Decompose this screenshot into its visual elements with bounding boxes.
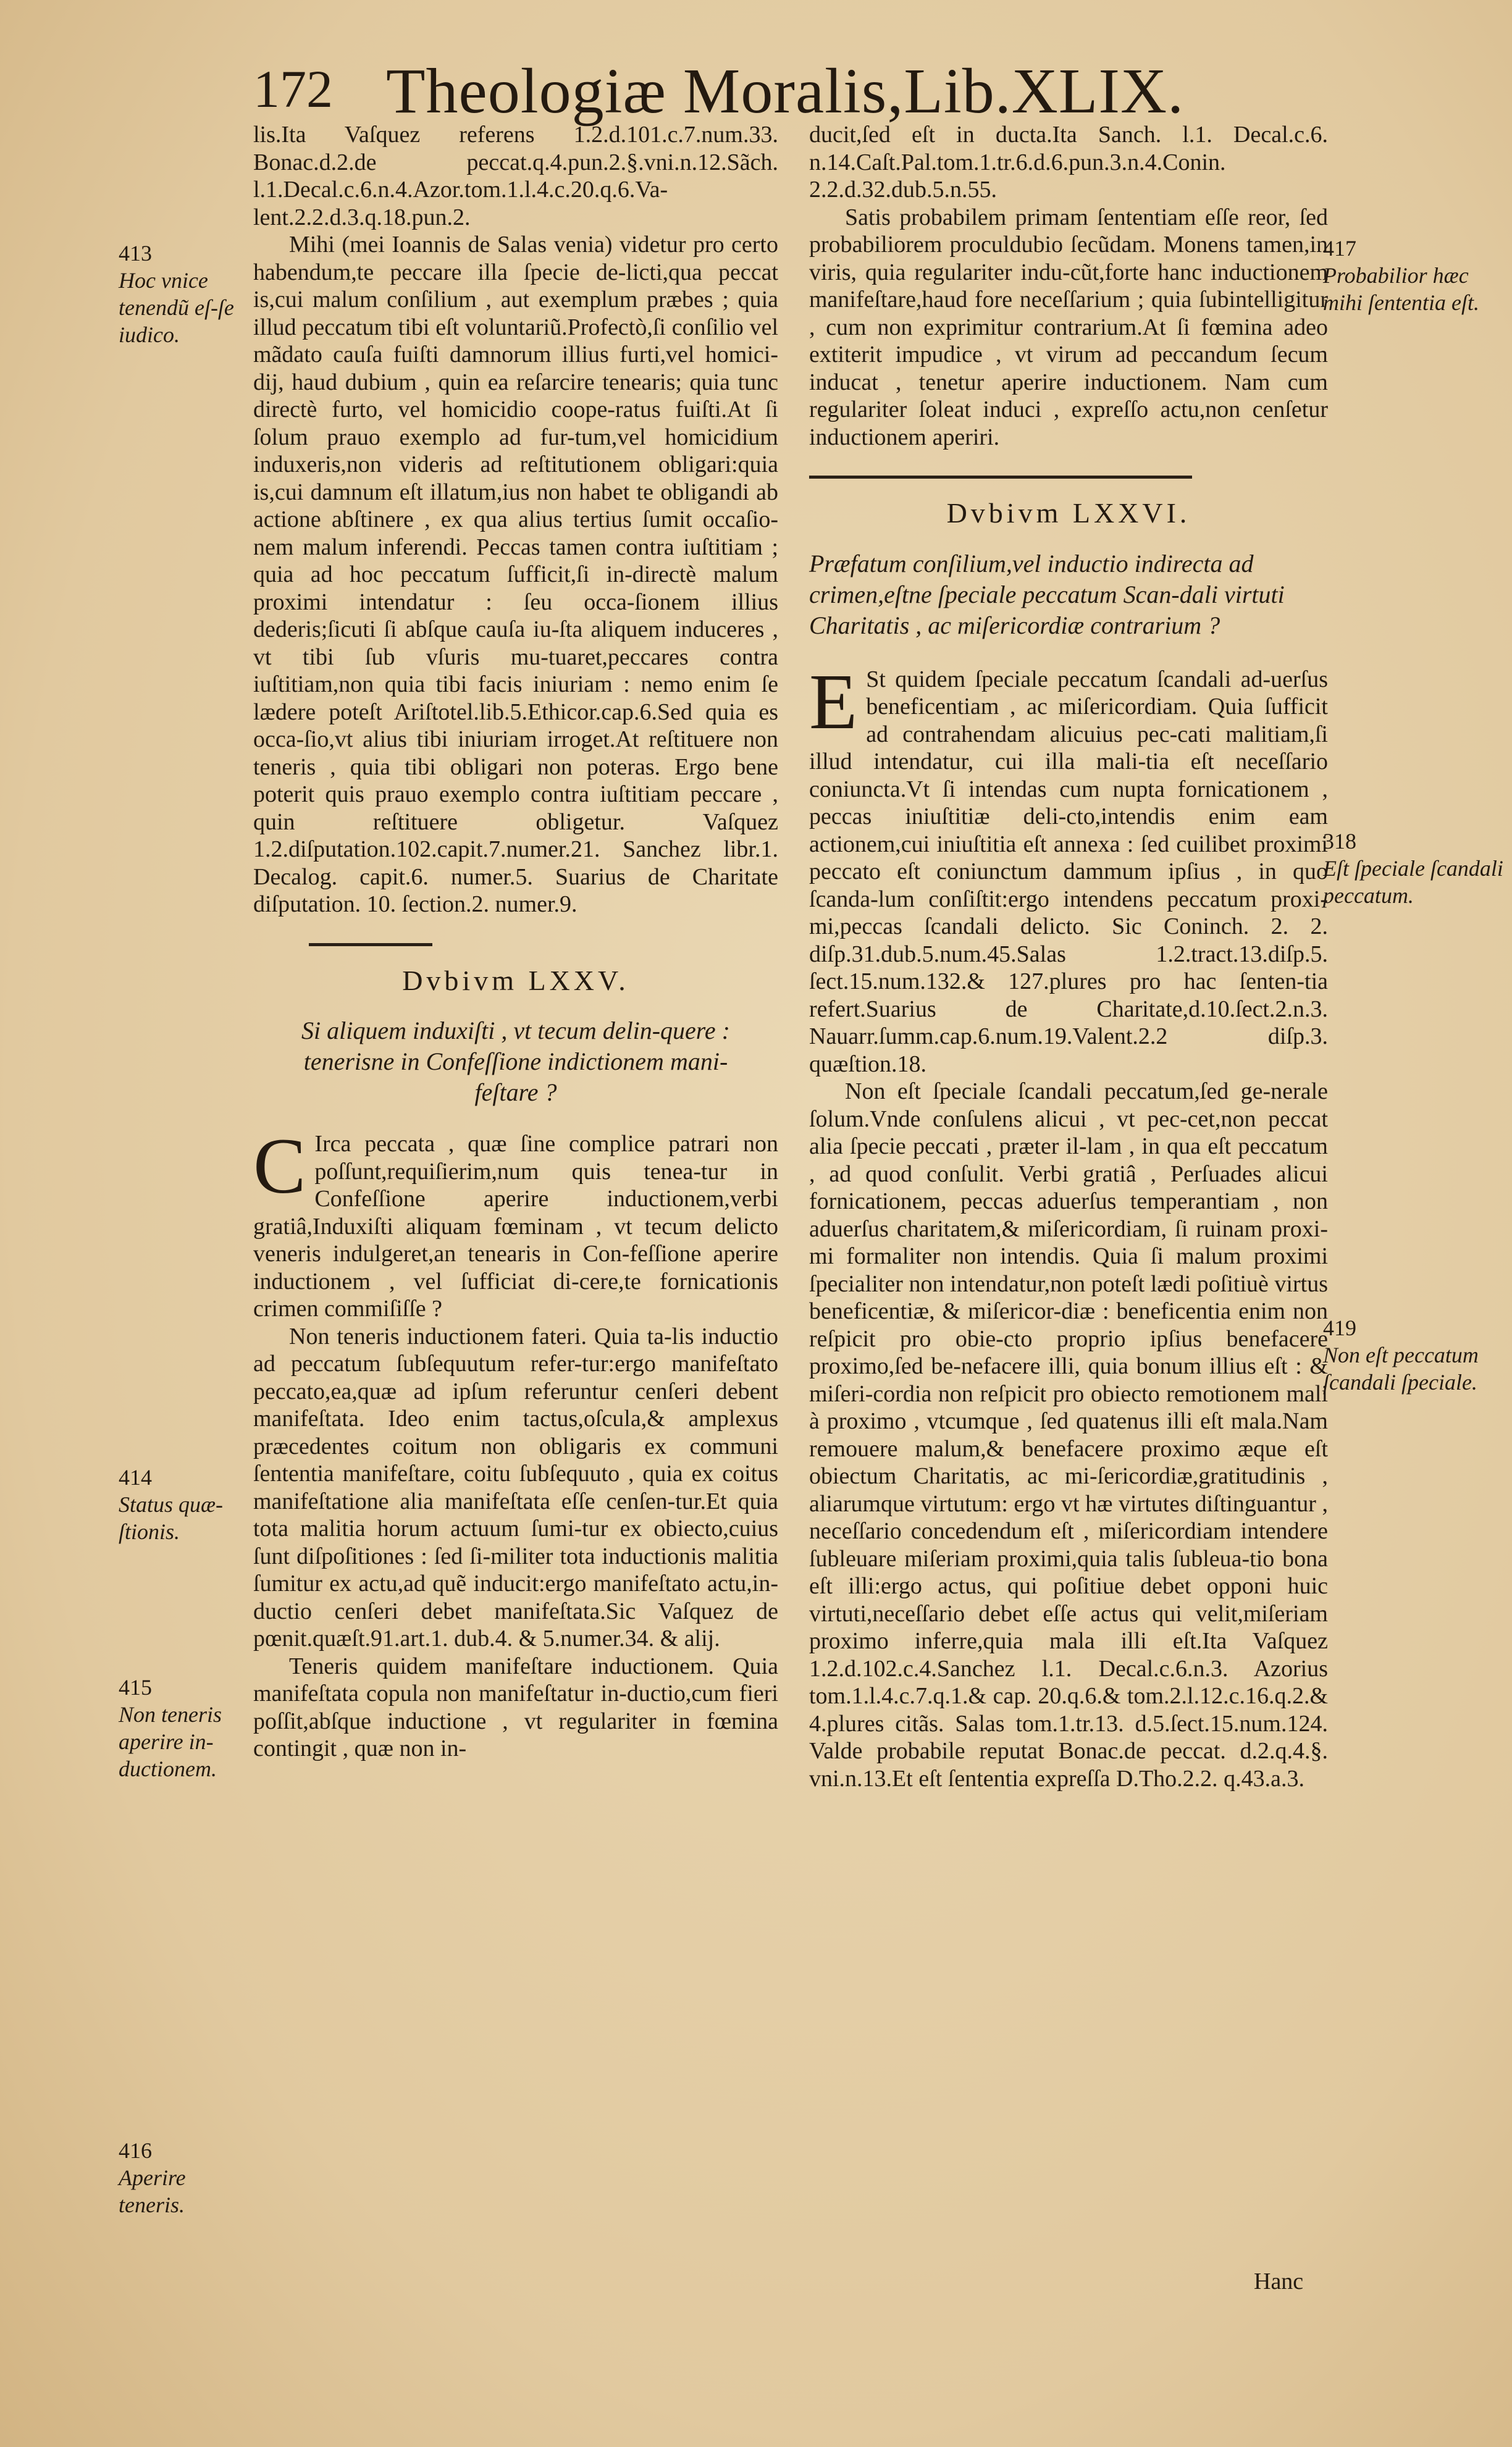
margin-note-414 <box>119 1464 248 1545</box>
margin-note-416 <box>119 2137 248 2218</box>
section-heading: Dvbivm LXXVI. <box>946 497 1191 529</box>
margin-text: Eſt ſpeciale ſcandali peccatum. <box>1323 856 1503 908</box>
question-text: Si aliquem induxiſti , vt tecum delin-quere : tenerisne in Confeſſione indictionem mani-feſtare ? <box>301 1017 730 1106</box>
paragraph: lis.Ita Vaſquez referens 1.2.d.101.c.7.num.33. Bonac.d.2.de peccat.q.4.pun.2.§.vni.n.12.Sãch. l.1.Decal.c.6.n.4.Azor.tom.1.l.4.c.20.q.6.Va-lent.2.2.d.3.q.18.pun.2. <box>253 122 778 230</box>
page-number: 172 <box>253 59 333 119</box>
left-column <box>253 121 778 1763</box>
page-header <box>253 54 1217 127</box>
paragraph <box>809 657 1328 1078</box>
margin-text: Probabilior hæc mihi ſententia eſt. <box>1323 263 1479 315</box>
paragraph-text: Irca peccata , quæ ſine complice patrari non poſſunt,requiſierim,num quis tenea-tur in Confeſſione aperire inductionem,verbi gratiâ,Induxiſti aliquam fœminam , vt tecum delicto veneris indulgeret,an tenearis in Con-feſſione aperire inductionem , vel ſufficiat di-cere,te fornicationis crimen commiſiſſe ? <box>253 1131 778 1322</box>
margin-text: Status quæ-ſtionis. <box>119 1492 224 1544</box>
margin-number: 419 <box>1323 1316 1356 1340</box>
drop-cap: E <box>809 657 858 745</box>
margin-number: 415 <box>119 1675 152 1700</box>
margin-note-418 <box>1323 828 1508 909</box>
question-text: Præfatum conſilium,vel inductio indirecta ad crimen,eſtne ſpeciale peccatum Scan-dali virtuti Charitatis , ac miſericordiæ contrarium ? <box>809 549 1285 639</box>
right-column <box>809 121 1328 1792</box>
catchword: Hanc <box>1254 2269 1304 2294</box>
margin-text: Aperire teneris. <box>119 2165 186 2217</box>
paragraph: Teneris quidem manifeſtare inductionem. Quia manifeſtata copula non manifeſtatur in-ductio,cum fieri poſſit,abſque inductione , vt regulariter in fœmina contingit , quæ non in- <box>253 1653 778 1761</box>
section-rule <box>809 476 1192 479</box>
paragraph: Non teneris inductionem fateri. Quia ta-lis inductio ad peccatum ſubſequutum refer-tur:ergo manifeſtato peccato,ea,quæ ad ipſum referuntur cenſeri debent manifeſtata. Ideo enim tactus,oſcula,& amplexus præcedentes coitum non obligaris ex communi ſententia manifeſtare, coitu ſubſequuto , quia ex coitus manifeſtatione alia manifeſtata eſſe cenſen-tur.Et quia tota malitia horum actuum ſumi-tur ex obiecto,cuius ſunt diſpoſitiones : ſed ſi-militer tota inductionis malitia ſumitur ex actu,ad quẽ inducit:ergo manifeſtato actu,in-ductio cenſeri debet manifeſtata.Sic Vaſquez de pœnit.quæſt.91.art.1. dub.4. & 5.numer.34. & alij. <box>253 1323 778 1652</box>
drop-cap: C <box>253 1122 306 1210</box>
margin-number: 413 <box>119 241 152 266</box>
paragraph: Satis probabilem primam ſententiam eſſe reor, ſed probabiliorem proculdubio ſecũdam. Monens tamen,in viris, quia regulariter indu-cũt,forte hanc inductionem manifeſtare,haud fore neceſſarium ; quia ſubintelligitur , cum non exprimitur contrarium.At ſi fœmina adeo extiterit impudice , vt virum ad peccandum ſecum inducat , tenetur aperire inductionem. Nam cum regulariter ſoleat induci , expreſſo actu,non cenſetur inductionem aperiri. <box>809 204 1328 450</box>
margin-text: Non teneris aperire in-ductionem. <box>119 1702 222 1781</box>
margin-text: Non eſt peccatum ſcandali ſpeciale. <box>1323 1343 1479 1395</box>
paragraph: ducit,ſed eſt in ducta.Ita Sanch. l.1. Decal.c.6. n.14.Caſt.Pal.tom.1.tr.6.d.6.pun.3.n.4.Conin. 2.2.d.32.dub.5.n.55. <box>809 122 1328 203</box>
section-rule <box>309 943 432 946</box>
margin-note-413 <box>119 240 248 348</box>
paragraph-text: St quidem ſpeciale peccatum ſcandali ad-uerſus beneficentiam , ac miſericordiam. Quia ſufficit ad contrahendam alicuius pec-cati malitiam,ſi illud intendatur, cui illa mali-tia eſt neceſſario coniuncta.Vt ſi intendas cum nupta fornicationem , peccas iniuſtitiæ deli-cto,intendis enim eam actionem,cui iniuſtitia eſt annexa : ſed cuilibet proximi peccato eſt coniunctum dammum ipſius , in quo ſcanda-lum conſiſtit:ergo intendens peccatum proxi-mi,peccas ſcandali delicto. Sic Coninch. 2. 2. diſp.31.dub.5.num.45.Salas 1.2.tract.13.diſp.5. ſect.15.num.132.& 127.plures pro hac ſenten-tia refert.Suarius de Charitate,d.10.ſect.2.n.3. Nauarr.ſumm.cap.6.num.19.Valent.2.2 diſp.3. quæſtion.18. <box>809 666 1328 1077</box>
margin-note-417 <box>1323 235 1508 316</box>
running-title: Theologiæ Moralis,Lib.XLIX. <box>386 56 1185 127</box>
margin-number: 416 <box>119 2138 152 2163</box>
paragraph: Mihi (mei Ioannis de Salas venia) videtur pro certo habendum,te peccare illa ſpecie de-licti,qua peccat is,cui malum conſilium , aut exemplum præbes ; quia illud peccatum tibi eſt voluntariũ.Profectò,ſi conſilio vel mãdato cauſa fuiſti damnorum illius furti,vel homici-dij, haud dubium , quin ea reſarcire tenearis; quia tunc directè furto, vel homicidio coope-ratus fuiſti.At ſi ſolum prauo exemplo ad fur-tum,vel homicidium induxeris,non videris ad reſtitutionem obligari:quia is,cui damnum eſt illatum,ius non habet te obligandi ab actione abſtinere , ex qua alius tertius ſumit occaſio-nem malum inferendi. Peccas tamen contra iuſtitiam ; quia ad hoc peccatum ſufficit,ſi in-directè malum proximi intendatur : ſeu occa-ſionem illius dederis;ſicuti ſi abſque cauſa iu-ſta aliquem induceres , vt tibi ſub vſuris mu-tuaret,peccares contra iuſtitiam,non quia tibi facis iniuriam : nemo enim ſe lædere poteſt Ariſtotel.lib.5.Ethicor.cap.6.Sed quia es occa-ſio,vt alius tibi iniuriam irroget.At reſtituere non teneris , quia tibi obligari non poteras. Ergo bene poterit quis prauo exemplo contra iuſtitiam peccare , quin reſtituere obligetur. Vaſquez 1.2.diſputation.102.capit.7.numer.21. Sanchez libr.1. Decalog. capit.6. numer.5. Suarius de Charitate diſputation. 10. ſection.2. numer.9. <box>253 232 778 917</box>
paragraph: Non eſt ſpeciale ſcandali peccatum,ſed ge-nerale ſolum.Vnde conſulens alicui , vt pec-cet,non peccat alia ſpecie peccati , præter il-lam , in qua eſt peccatum , ad quod conſulit. Verbi gratiâ , Perſuades alicui fornicationem, peccas aduerſus temperantiam , non aduerſus charitatem,& miſericordiam, ſi ruinam proxi-mi formaliter non intendis. Quia ſi malum proximi ſpecialiter non intendatur,non poteſt lædi poſitiuè virtus beneficentiæ, & miſericor-diæ : beneficentia enim non reſpicit pro obie-cto proprio ipſius benefacere proximo,ſed be-nefacere illi, quia bonum illius eſt : & miſeri-cordia non reſpicit pro obiecto remotionem mali à proximo , vtcumque , ſed quatenus illi eſt mala.Nam remouere malum,& benefacere proximo æque eſt obiectum Charitatis, ac mi-ſericordiæ,gratitudinis , aliarumque virtutum: ergo vt hæ virtutes diſtinguantur , neceſſario concedendum eſt , miſericordiam intendere ſubleuare miſeriam proximi,quia talis ſubleua-tio bona eſt illi:ergo actus, qui poſitiue debet opponi huic virtuti,neceſſario debet eſſe actus qui velit,miſeriam proximo inferre,quia mala illi eſt.Ita Vaſquez 1.2.d.102.c.4.Sanchez l.1. Decal.c.6.n.3. Azorius tom.1.l.4.c.7.q.1.& cap. 20.q.6.& tom.2.l.12.c.16.q.2.& 4.plures citãs. Salas tom.1.tr.13. d.5.ſect.15.num.124. Valde probabile reputat Bonac.de peccat. d.2.q.4.§. vni.n.13.Et eſt ſententia expreſſa D.Tho.2.2. q.43.a.3. <box>809 1078 1328 1792</box>
margin-note-415 <box>119 1674 248 1782</box>
margin-note-419 <box>1323 1314 1508 1396</box>
margin-number: 414 <box>119 1465 152 1490</box>
margin-number: 417 <box>1323 236 1356 261</box>
margin-text: Hoc vnice tenendũ eſ-ſe iudico. <box>119 268 234 347</box>
section-heading: Dvbivm LXXV. <box>402 964 629 996</box>
margin-number: 318 <box>1323 829 1356 854</box>
paragraph <box>253 1122 778 1323</box>
